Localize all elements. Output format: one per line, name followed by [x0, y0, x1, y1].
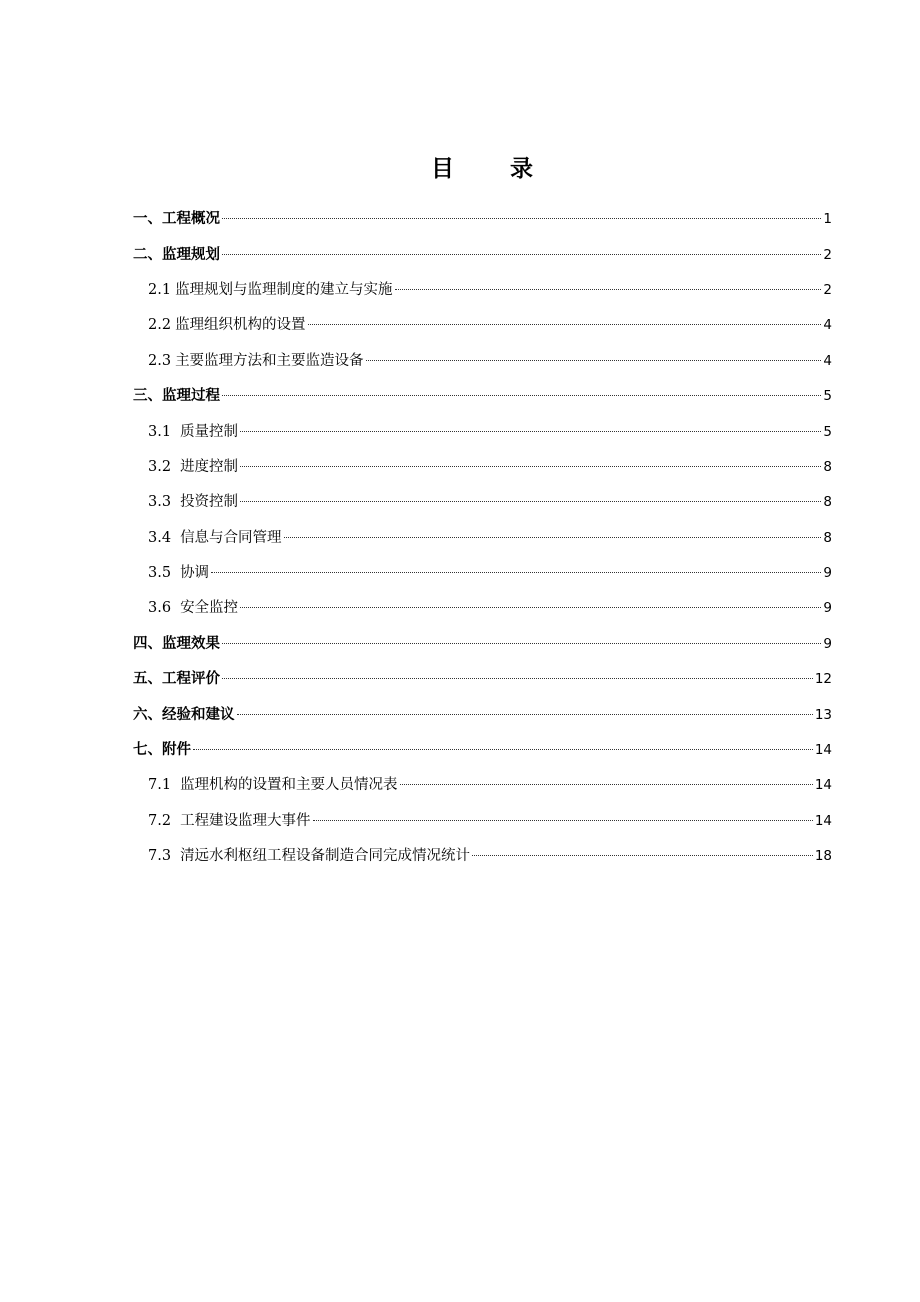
toc-entry-subsection[interactable]	[0, 483, 920, 518]
toc-page-number: 12	[814, 671, 832, 688]
toc-entry-label	[148, 526, 282, 547]
toc-entry-row	[0, 207, 920, 228]
toc-entry-text: 七、附件	[133, 742, 191, 759]
toc-dot-leader	[237, 714, 813, 715]
toc-entry-subsection[interactable]	[0, 412, 920, 447]
toc-entry-text: 工程建设监理大事件	[180, 812, 311, 829]
toc-entry-number: 7.3	[148, 848, 172, 865]
toc-entry-row	[0, 561, 920, 582]
toc-entry-text: 四、监理效果	[133, 635, 220, 652]
toc-entry-number: 3.3	[148, 494, 172, 511]
toc-entry-text: 六、经验和建议	[133, 706, 235, 723]
toc-entry-text: 进度控制	[180, 458, 239, 475]
toc-entry-number: 7.2	[148, 812, 172, 829]
toc-entry-text: 主要监理方法和主要监造设备	[175, 352, 364, 369]
toc-dot-leader	[240, 431, 821, 432]
toc-entry-text: 一、工程概况	[133, 211, 220, 228]
toc-page-number: 1	[823, 211, 832, 228]
toc-entry-text: 监理组织机构的设置	[175, 317, 306, 334]
toc-page-number: 4	[823, 352, 832, 369]
toc-entry-section[interactable]	[0, 625, 920, 660]
toc-entry-label	[133, 667, 220, 688]
toc-dot-leader	[240, 466, 821, 467]
toc-entry-row	[0, 278, 920, 299]
toc-entry-text: 五、工程评价	[133, 671, 220, 688]
toc-dot-leader	[222, 678, 813, 679]
toc-entry-text: 质量控制	[180, 423, 239, 440]
toc-page-number: 9	[823, 635, 832, 652]
toc-entry-text: 三、监理过程	[133, 388, 220, 405]
toc-entry-label	[148, 455, 238, 476]
toc-entry-number: 3.4	[148, 529, 172, 546]
toc-entry-row	[0, 349, 920, 370]
toc-dot-leader	[211, 572, 821, 573]
toc-entry-row	[0, 844, 920, 865]
toc-entry-label	[148, 809, 311, 830]
toc-entry-row	[0, 773, 920, 794]
toc-dot-leader	[240, 607, 821, 608]
toc-dot-leader	[366, 360, 822, 361]
toc-page-number: 8	[823, 529, 832, 546]
toc-page-number: 18	[814, 848, 832, 865]
toc-entry-number: 7.1	[148, 777, 172, 794]
toc-list	[0, 200, 920, 872]
toc-entry-section[interactable]	[0, 377, 920, 412]
toc-entry-number: 3.6	[148, 600, 172, 617]
toc-entry-section[interactable]	[0, 660, 920, 695]
toc-entry-number: 3.5	[148, 565, 172, 582]
toc-dot-leader	[313, 820, 813, 821]
toc-page-number: 14	[814, 777, 832, 794]
toc-entry-section[interactable]	[0, 731, 920, 766]
toc-page-number: 9	[823, 600, 832, 617]
toc-dot-leader	[400, 784, 813, 785]
toc-entry-number: 2.1	[148, 281, 172, 298]
toc-entry-label	[148, 561, 209, 582]
toc-dot-leader	[222, 395, 821, 396]
toc-entry-row	[0, 420, 920, 441]
toc-entry-subsection[interactable]	[0, 306, 920, 341]
toc-page-number: 13	[814, 706, 832, 723]
toc-entry-row	[0, 490, 920, 511]
toc-entry-label	[133, 703, 235, 724]
toc-title-char: 录	[510, 156, 535, 182]
toc-entry-label	[133, 738, 191, 759]
toc-entry-label	[148, 773, 398, 794]
toc-page-number: 8	[823, 458, 832, 475]
toc-dot-leader	[472, 855, 813, 856]
toc-page-number: 4	[823, 317, 832, 334]
toc-page-number: 2	[823, 246, 832, 263]
toc-entry-label	[148, 420, 238, 441]
toc-page-number: 14	[814, 812, 832, 829]
toc-entry-subsection[interactable]	[0, 766, 920, 801]
toc-entry-number: 2.3	[148, 352, 172, 369]
toc-entry-number: 3.2	[148, 458, 172, 475]
toc-dot-leader	[308, 324, 822, 325]
toc-entry-label	[148, 349, 364, 370]
toc-entry-subsection[interactable]	[0, 519, 920, 554]
toc-entry-row	[0, 526, 920, 547]
toc-page-number: 5	[823, 423, 832, 440]
toc-entry-label	[148, 596, 238, 617]
toc-entry-label	[133, 207, 220, 228]
toc-entry-row	[0, 384, 920, 405]
toc-entry-row	[0, 313, 920, 334]
toc-entry-row	[0, 243, 920, 264]
toc-page-number: 8	[823, 494, 832, 511]
toc-entry-text: 投资控制	[180, 494, 239, 511]
toc-entry-section[interactable]	[0, 235, 920, 270]
toc-entry-row	[0, 455, 920, 476]
toc-entry-text: 监理规划与监理制度的建立与实施	[175, 281, 393, 298]
toc-entry-row	[0, 703, 920, 724]
toc-title-char: 目	[431, 156, 456, 182]
toc-page-number: 14	[814, 742, 832, 759]
toc-entry-subsection[interactable]	[0, 271, 920, 306]
toc-page-number: 2	[823, 281, 832, 298]
toc-entry-label	[148, 313, 306, 334]
toc-entry-label	[133, 632, 220, 653]
toc-dot-leader	[222, 218, 821, 219]
toc-dot-leader	[193, 749, 813, 750]
toc-entry-subsection[interactable]	[0, 589, 920, 624]
toc-entry-text: 清远水利枢纽工程设备制造合同完成情况统计	[180, 848, 471, 865]
toc-page-number: 9	[823, 565, 832, 582]
toc-entry-row	[0, 632, 920, 653]
toc-entry-row	[0, 667, 920, 688]
toc-entry-label	[148, 844, 470, 865]
toc-entry-row	[0, 596, 920, 617]
toc-entry-row	[0, 809, 920, 830]
toc-dot-leader	[284, 537, 822, 538]
toc-entry-number: 3.1	[148, 423, 172, 440]
toc-entry-text: 安全监控	[180, 600, 239, 617]
toc-page-number: 5	[823, 388, 832, 405]
toc-entry-text: 监理机构的设置和主要人员情况表	[180, 777, 398, 794]
toc-dot-leader	[222, 254, 821, 255]
toc-entry-text: 协调	[180, 565, 210, 582]
toc-entry-subsection[interactable]	[0, 802, 920, 837]
toc-dot-leader	[395, 289, 822, 290]
toc-entry-label	[148, 278, 393, 299]
toc-entry-label	[133, 384, 220, 405]
toc-dot-leader	[222, 643, 821, 644]
toc-entry-section[interactable]	[0, 695, 920, 730]
toc-entry-subsection[interactable]	[0, 837, 920, 872]
toc-title	[0, 150, 920, 183]
toc-entry-text: 二、监理规划	[133, 246, 220, 263]
toc-entry-label	[148, 490, 238, 511]
toc-dot-leader	[240, 501, 821, 502]
toc-entry-label	[133, 243, 220, 264]
toc-entry-number: 2.2	[148, 317, 172, 334]
toc-entry-text: 信息与合同管理	[180, 529, 282, 546]
toc-entry-subsection[interactable]	[0, 342, 920, 377]
toc-entry-section[interactable]	[0, 200, 920, 235]
toc-entry-row	[0, 738, 920, 759]
toc-entry-subsection[interactable]	[0, 554, 920, 589]
toc-entry-subsection[interactable]	[0, 448, 920, 483]
